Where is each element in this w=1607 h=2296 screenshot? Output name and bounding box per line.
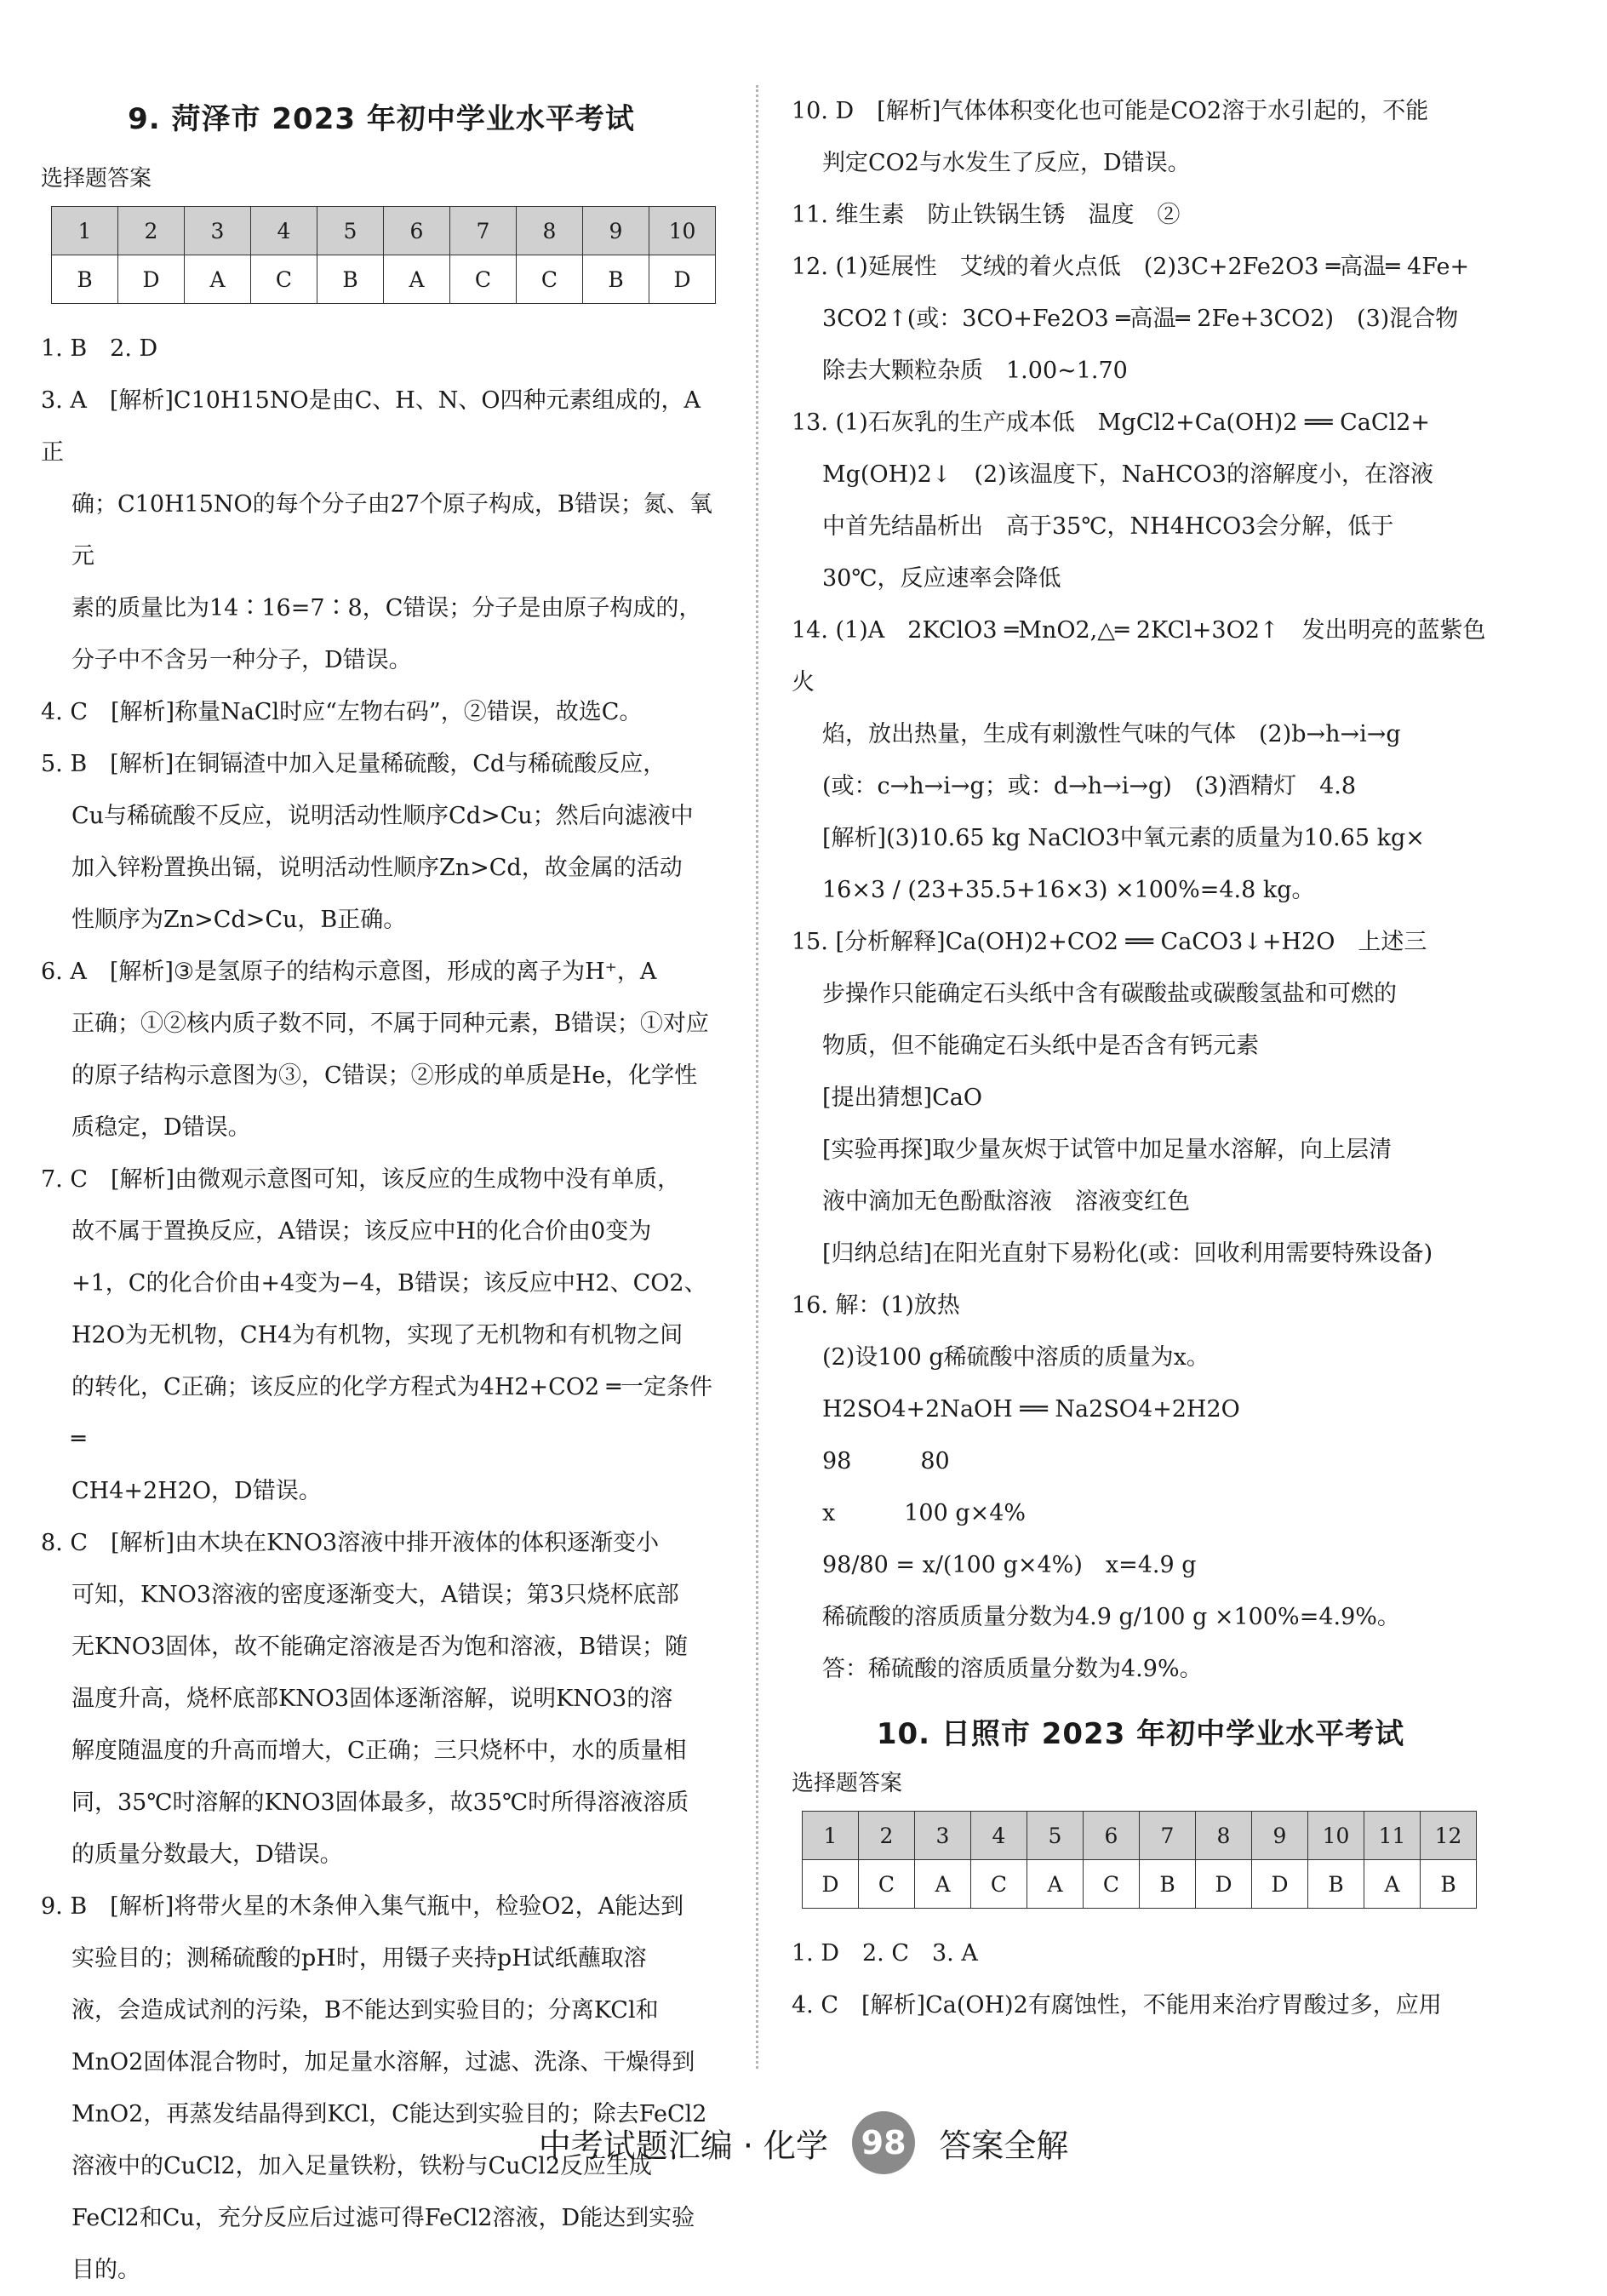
page-number: 98 [852,2111,915,2174]
answer-line: 1. D 2. C 3. A [792,1940,978,1967]
answer-line: [实验再探]取少量灰烬于试管中加足量水溶解，向上层清 [822,1137,1393,1163]
answer-cell: B [52,255,118,304]
answer-line: 1. B 2. D [41,335,158,362]
answer-line: (2)设100 g稀硫酸中溶质的质量为x。 [822,1344,1210,1371]
choice-answers-label: 选择题答案 [792,1771,903,1796]
answer-line: 故不属于置换反应，A错误；该反应中H的化合价由0变为 [71,1218,652,1245]
answer-line: H2SO4+2NaOH ══ Na2SO4+2H2O [822,1396,1240,1423]
answer-line: 3CO2↑(或：3CO+Fe2O3 ═高温═ 2Fe+3CO2) (3)混合物 [822,306,1459,332]
answer-line: 5. B [解析]在铜镉渣中加入足量稀硫酸，Cd与稀硫酸反应， [41,751,666,777]
answer-line: +1，C的化合价由+4变为−4，B错误；该反应中H2、CO2、 [71,1270,707,1297]
question-number: 6 [384,207,450,255]
question-number: 8 [517,207,583,255]
answer-line: MnO2固体混合物时，加足量水溶解，过滤、洗涤、干燥得到 [71,2049,695,2076]
question-number: 1 [803,1812,859,1860]
question-number: 5 [1027,1812,1084,1860]
answer-line: 30℃，反应速率会降低 [822,565,1061,592]
answer-cell: B [317,255,384,304]
answer-cell: A [1027,1860,1084,1909]
question-number: 12 [1421,1812,1477,1860]
answer-line: x 100 g×4% [822,1500,1027,1526]
answer-table-head-row [803,1812,1477,1860]
answer-line: 可知，KNO3溶液的密度逐渐变大，A错误；第3只烧杯底部 [71,1582,679,1608]
answer-line: 98 80 [822,1448,950,1474]
answer-line: 10. D [解析]气体体积变化也可能是CO2溶于水引起的，不能 [792,98,1429,124]
answer-line: 加入锌粉置换出镉，说明活动性顺序Zn>Cd，故金属的活动 [71,855,683,881]
answer-line: 质稳定，D错误。 [71,1114,251,1141]
question-number: 1 [52,207,118,255]
section-title-rizhao: 10. 日照市 2023 年初中学业水平考试 [876,1717,1405,1751]
answer-cell: A [1364,1860,1421,1909]
answer-cell: D [1252,1860,1308,1909]
answer-line: 物质，但不能确定石头纸中是否含有钙元素 [822,1033,1259,1059]
answer-cell: A [384,255,450,304]
answer-line: [解析](3)10.65 kg NaClO3中氧元素的质量为10.65 kg× [822,825,1425,851]
question-number: 5 [317,207,384,255]
question-number: 4 [251,207,317,255]
answer-line: 焰，放出热量，生成有刺激性气味的气体 (2)b→h→i→g [822,721,1401,747]
answer-cell: C [859,1860,915,1909]
question-number: 3 [915,1812,971,1860]
answer-cell: C [251,255,317,304]
answer-table-heze [51,206,716,304]
question-number: 2 [859,1812,915,1860]
answer-line: 16×3 / (23+35.5+16×3) ×100%=4.8 kg。 [822,877,1315,903]
footer-subtitle: 答案全解 [939,2127,1069,2165]
answer-cell: D [803,1860,859,1909]
answer-line: 6. A [解析]③是氢原子的结构示意图，形成的离子为H⁺，A [41,959,657,985]
answer-cell: D [118,255,185,304]
answer-line: 的转化，C正确；该反应的化学方程式为4H2+CO2 ═一定条件═ [71,1374,712,1452]
answer-table-head-row [52,207,716,255]
answer-line: 12. (1)延展性 艾绒的着火点低 (2)3C+2Fe2O3 ═高温═ 4Fe+ [792,254,1470,280]
answer-line: FeCl2和Cu，充分反应后过滤可得FeCl2溶液，D能达到实验 [71,2205,695,2231]
question-number: 9 [583,207,649,255]
question-number: 7 [1140,1812,1196,1860]
answer-line: 98/80 = x/(100 g×4%) x=4.9 g [822,1552,1197,1578]
answer-line: 的原子结构示意图为③，C错误；②形成的单质是He，化学性 [71,1062,698,1089]
question-number: 10 [1308,1812,1364,1860]
answer-line: 中首先结晶析出 高于35℃，NH4HCO3会分解，低于 [822,513,1394,540]
question-number: 10 [649,207,716,255]
answer-cell: A [915,1860,971,1909]
answer-cell: B [583,255,649,304]
answer-line: 除去大颗粒杂质 1.00~1.70 [822,358,1128,384]
answer-line: 8. C [解析]由木块在KNO3溶液中排开液体的体积逐渐变小 [41,1530,660,1556]
answer-line: 液中滴加无色酚酞溶液 溶液变红色 [822,1188,1190,1215]
answer-line: 15. [分析解释]Ca(OH)2+CO2 ══ CaCO3↓+H2O 上述三 [792,929,1427,955]
question-number: 3 [185,207,251,255]
column-divider [756,85,758,2069]
answer-cell: B [1308,1860,1364,1909]
answer-line: CH4+2H2O，D错误。 [71,1478,322,1504]
answer-line: (或：c→h→i→g；或：d→h→i→g) (3)酒精灯 4.8 [822,773,1357,799]
answer-line: 14. (1)A 2KClO3 ═MnO2,△═ 2KCl+3O2↑ 发出明亮的蓝紫色火 [792,617,1486,696]
question-number: 6 [1084,1812,1140,1860]
page-footer [0,2111,1607,2174]
answer-line: MnO2，再蒸发结晶得到KCl，C能达到实验目的；除去FeCl2 [71,2101,707,2127]
footer-book-title: 中考试题汇编 · 化学 [538,2127,829,2165]
answer-line: 目的。 [71,2257,140,2283]
answer-line: 7. C [解析]由微观示意图可知，该反应的生成物中没有单质， [41,1166,681,1193]
answer-line: 的质量分数最大，D错误。 [71,1841,343,1868]
question-number: 7 [450,207,517,255]
answer-line: [归纳总结]在阳光直射下易粉化(或：回收利用需要特殊设备) [822,1240,1433,1267]
answer-line: 正确；①②核内质子数不同，不属于同种元素，B错误；①对应 [71,1011,709,1037]
answer-cell: C [971,1860,1027,1909]
answer-cell: C [450,255,517,304]
answer-line: Cu与稀硫酸不反应，说明活动性顺序Cd>Cu；然后向滤液中 [71,803,694,829]
answer-cell: A [185,255,251,304]
answer-line: 稀硫酸的溶质质量分数为4.9 g/100 g ×100%=4.9%。 [822,1604,1400,1630]
answer-cell: B [1421,1860,1477,1909]
answer-table-answer-row [803,1860,1477,1909]
answer-table-answer-row [52,255,716,304]
answer-line: 液，会造成试剂的污染，B不能达到实验目的；分离KCl和 [71,1997,659,2024]
answer-cell: D [649,255,716,304]
question-number: 4 [971,1812,1027,1860]
answer-line: 16. 解：(1)放热 [792,1292,960,1319]
choice-answers-label: 选择题答案 [41,166,152,192]
answer-line: 温度升高，烧杯底部KNO3固体逐渐溶解，说明KNO3的溶 [71,1686,673,1712]
answer-line: 溶液中的CuCl2，加入足量铁粉，铁粉与CuCl2反应生成 [71,2153,653,2179]
answer-line: 性顺序为Zn>Cd>Cu，B正确。 [71,907,407,933]
question-number: 11 [1364,1812,1421,1860]
answer-cell: D [1196,1860,1252,1909]
answer-line: 13. (1)石灰乳的生产成本低 MgCl2+Ca(OH)2 ══ CaCl2+ [792,409,1431,436]
question-number: 8 [1196,1812,1252,1860]
answer-line: Mg(OH)2↓ (2)该温度下，NaHCO3的溶解度小，在溶液 [822,461,1433,488]
answer-cell: C [1084,1860,1140,1909]
answer-line: 无KNO3固体，故不能确定溶液是否为饱和溶液，B错误；随 [71,1634,688,1660]
question-number: 9 [1252,1812,1308,1860]
answer-line: [提出猜想]CaO [822,1085,982,1111]
answer-line: 素的质量比为14∶16=7∶8，C错误；分子是由原子构成的， [71,595,702,621]
answer-line: 同，35℃时溶解的KNO3固体最多，故35℃时所得溶液溶质 [71,1789,689,1816]
answer-line: 判定CO2与水发生了反应，D错误。 [822,150,1191,176]
answer-cell: B [1140,1860,1196,1909]
answer-cell: C [517,255,583,304]
answer-line: 解度随温度的升高而增大，C正确；三只烧杯中，水的质量相 [71,1738,687,1764]
answer-table-rizhao [802,1811,1477,1909]
answer-line: 4. C [解析]称量NaCl时应“左物右码”，②错误，故选C。 [41,699,643,725]
answer-line: 11. 维生素 防止铁锅生锈 温度 ② [792,202,1181,228]
answer-line: H2O为无机物，CH4为有机物，实现了无机物和有机物之间 [71,1322,683,1348]
answer-line: 实验目的；测稀硫酸的pH时，用镊子夹持pH试纸蘸取溶 [71,1945,647,1972]
answer-line: 答：稀硫酸的溶质质量分数为4.9%。 [822,1656,1203,1682]
section-title-heze: 9. 菏泽市 2023 年初中学业水平考试 [128,102,635,136]
left-column [41,85,722,2296]
answer-line: 4. C [解析]Ca(OH)2有腐蚀性，不能用来治疗胃酸过多，应用 [792,1992,1442,2018]
answer-line: 9. B [解析]将带火星的木条伸入集气瓶中，检验O2，A能达到 [41,1893,684,1920]
answer-line: 步操作只能确定石头纸中含有碳酸盐或碳酸氢盐和可燃的 [822,981,1397,1007]
answer-line: 确；C10H15NO的每个分子由27个原子构成，B错误；氮、氧元 [71,491,712,570]
right-column [792,85,1490,2031]
answer-line: 3. A [解析]C10H15NO是由C、H、N、O四种元素组成的，A正 [41,387,701,466]
answer-line: 分子中不含另一种分子，D错误。 [71,647,412,673]
question-number: 2 [118,207,185,255]
